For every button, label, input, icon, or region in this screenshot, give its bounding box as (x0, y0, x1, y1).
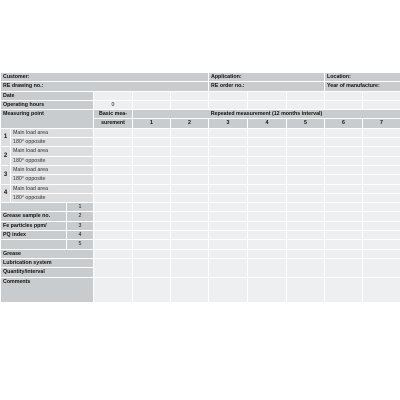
operating-hours-row (1, 100, 400, 109)
column-header-5: 5 (287, 119, 325, 128)
value-cell[interactable] (287, 212, 325, 221)
value-cell[interactable] (94, 277, 133, 302)
hours-cell-7[interactable] (363, 100, 400, 109)
value-cell[interactable] (325, 156, 363, 165)
measuring-point-number: 3 (1, 165, 11, 184)
date-cell-1[interactable] (133, 91, 171, 100)
value-cell[interactable] (94, 249, 133, 258)
value-cell[interactable] (171, 231, 209, 240)
value-cell[interactable] (94, 203, 133, 212)
column-header-7: 7 (363, 119, 400, 128)
value-cell[interactable] (209, 184, 248, 193)
value-cell[interactable] (209, 156, 248, 165)
date-cell-4[interactable] (248, 91, 287, 100)
value-cell[interactable] (363, 231, 400, 240)
value-cell[interactable] (363, 221, 400, 230)
measuring-point-1-main (1, 128, 400, 137)
value-cell[interactable] (209, 138, 248, 147)
value-cell[interactable] (94, 138, 133, 147)
customer-row (1, 73, 400, 82)
value-cell[interactable] (133, 147, 171, 156)
value-cell[interactable] (363, 240, 400, 249)
grease-sample-number: 2 (67, 212, 94, 221)
drawing-row (1, 82, 400, 91)
hours-cell-6[interactable] (325, 100, 363, 109)
value-cell[interactable] (287, 193, 325, 202)
hours-cell-5[interactable] (287, 100, 325, 109)
grease-sample-row-4 (1, 231, 400, 240)
value-cell[interactable] (363, 138, 400, 147)
measuring-point-3-main (1, 165, 400, 174)
customer-label: Customer: (1, 73, 209, 82)
value-cell[interactable] (287, 128, 325, 137)
value-cell[interactable] (209, 221, 248, 230)
basic-measurement-label-1: Basic mea- (94, 110, 133, 119)
value-cell[interactable] (171, 221, 209, 230)
value-cell[interactable] (94, 231, 133, 240)
date-label: Date (1, 91, 94, 100)
opposite-area-label: 180° opposite (11, 193, 94, 202)
inspection-sheet (0, 72, 400, 303)
value-cell[interactable] (325, 258, 363, 277)
grease-sample-row-5 (1, 240, 400, 249)
value-cell[interactable] (171, 128, 209, 137)
value-cell[interactable] (209, 212, 248, 221)
repeated-measurement-label: Repeated measurement (12 months interval) (133, 110, 400, 119)
value-cell[interactable] (171, 184, 209, 193)
value-cell[interactable] (94, 184, 133, 193)
value-cell[interactable] (325, 240, 363, 249)
value-cell[interactable] (133, 212, 171, 221)
value-cell[interactable] (287, 138, 325, 147)
measuring-point-2-main (1, 147, 400, 156)
value-cell[interactable] (209, 147, 248, 156)
value-cell[interactable] (133, 221, 171, 230)
value-cell[interactable] (133, 193, 171, 202)
value-cell[interactable] (325, 184, 363, 193)
value-cell[interactable] (287, 240, 325, 249)
comments-label: Comments (1, 277, 94, 302)
lubrication-label: Lubrication system (1, 258, 94, 267)
value-cell[interactable] (171, 147, 209, 156)
pq-index-label: PQ index (1, 231, 67, 240)
column-header-6: 6 (325, 119, 363, 128)
opposite-area-label: 180° opposite (11, 156, 94, 165)
value-cell[interactable] (248, 138, 287, 147)
value-cell[interactable] (363, 193, 400, 202)
value-cell[interactable] (363, 249, 400, 258)
opposite-area-label: 180° opposite (11, 138, 94, 147)
value-cell[interactable] (133, 128, 171, 137)
value-cell[interactable] (363, 175, 400, 184)
value-cell[interactable] (171, 212, 209, 221)
measuring-point-number: 4 (1, 184, 11, 203)
hours-cell-1[interactable] (133, 100, 171, 109)
order-no-label: RE order no.: (209, 82, 325, 91)
grease-sample-row-3 (1, 221, 400, 230)
value-cell[interactable] (171, 165, 209, 174)
value-cell[interactable] (248, 156, 287, 165)
value-cell[interactable] (133, 231, 171, 240)
value-cell[interactable] (248, 193, 287, 202)
grease-sample-number: 4 (67, 231, 94, 240)
grease-sample-row-2 (1, 212, 400, 221)
main-load-area-label: Main load area (11, 147, 94, 156)
value-cell[interactable] (133, 184, 171, 193)
value-cell[interactable] (133, 258, 171, 277)
main-load-area-label: Main load area (11, 128, 94, 137)
value-cell[interactable] (325, 231, 363, 240)
value-cell[interactable] (325, 203, 363, 212)
drawing-no-label: RE drawing no.: (1, 82, 209, 91)
value-cell[interactable] (94, 147, 133, 156)
grease-sample-spacer (1, 240, 67, 249)
value-cell[interactable] (363, 212, 400, 221)
value-cell[interactable] (248, 147, 287, 156)
hours-cell-4[interactable] (248, 100, 287, 109)
value-cell[interactable] (287, 231, 325, 240)
measuring-point-number: 1 (1, 128, 11, 147)
value-cell[interactable] (133, 165, 171, 174)
value-cell[interactable] (171, 277, 209, 302)
measuring-point-1-opposite (1, 138, 400, 147)
value-cell[interactable] (363, 277, 400, 302)
value-cell[interactable] (209, 128, 248, 137)
value-cell[interactable] (248, 221, 287, 230)
hours-cell-3[interactable] (209, 100, 248, 109)
value-cell[interactable] (133, 249, 171, 258)
value-cell[interactable] (248, 212, 287, 221)
value-cell[interactable] (133, 277, 171, 302)
value-cell[interactable] (94, 175, 133, 184)
date-cell-basic[interactable] (94, 91, 133, 100)
value-cell[interactable] (209, 231, 248, 240)
value-cell[interactable] (325, 147, 363, 156)
value-cell[interactable] (325, 249, 363, 258)
main-load-area-label: Main load area (11, 165, 94, 174)
application-label: Application: (209, 73, 325, 82)
operating-hours-label: Operating hours (1, 100, 94, 109)
grease-sample-row-1 (1, 203, 400, 212)
fe-particles-label: Fe particles ppm/ (1, 221, 67, 230)
date-cell-2[interactable] (171, 91, 209, 100)
value-cell[interactable] (325, 193, 363, 202)
value-cell[interactable] (248, 128, 287, 137)
value-cell[interactable] (171, 240, 209, 249)
grease-label: Grease (1, 249, 94, 258)
value-cell[interactable] (363, 156, 400, 165)
value-cell[interactable] (248, 277, 287, 302)
value-cell[interactable] (248, 231, 287, 240)
value-cell[interactable] (171, 156, 209, 165)
value-cell[interactable] (287, 277, 325, 302)
value-cell[interactable] (287, 156, 325, 165)
inspection-table (0, 72, 400, 303)
measuring-point-label: Measuring point (1, 110, 94, 129)
value-cell[interactable] (133, 175, 171, 184)
value-cell[interactable] (325, 165, 363, 174)
value-cell[interactable] (248, 184, 287, 193)
year-label: Year of manufacture: (325, 82, 400, 91)
grease-sample-number: 3 (67, 221, 94, 230)
value-cell[interactable] (363, 165, 400, 174)
value-cell[interactable] (94, 193, 133, 202)
value-cell[interactable] (171, 175, 209, 184)
value-cell[interactable] (287, 165, 325, 174)
value-cell[interactable] (325, 128, 363, 137)
value-cell[interactable] (209, 249, 248, 258)
value-cell[interactable] (209, 277, 248, 302)
value-cell[interactable] (363, 147, 400, 156)
comments-row (1, 277, 400, 302)
value-cell[interactable] (133, 156, 171, 165)
measuring-point-number: 2 (1, 147, 11, 166)
date-cell-5[interactable] (287, 91, 325, 100)
measuring-point-3-opposite (1, 175, 400, 184)
value-cell[interactable] (171, 203, 209, 212)
value-cell[interactable] (94, 156, 133, 165)
main-load-area-label: Main load area (11, 184, 94, 193)
value-cell[interactable] (133, 240, 171, 249)
value-cell[interactable] (133, 138, 171, 147)
value-cell[interactable] (171, 249, 209, 258)
value-cell[interactable] (209, 203, 248, 212)
value-cell[interactable] (209, 193, 248, 202)
grease-sample-number: 5 (67, 240, 94, 249)
value-cell[interactable] (363, 128, 400, 137)
grease-sample-number: 1 (67, 203, 94, 212)
grease-sample-label: Grease sample no. (1, 212, 67, 221)
value-cell[interactable] (248, 175, 287, 184)
value-cell[interactable] (363, 258, 400, 277)
value-cell[interactable] (325, 277, 363, 302)
date-cell-6[interactable] (325, 91, 363, 100)
grease-sample-spacer (1, 203, 67, 212)
opposite-area-label: 180° opposite (11, 175, 94, 184)
value-cell[interactable] (248, 203, 287, 212)
date-cell-3[interactable] (209, 91, 248, 100)
value-cell[interactable] (209, 175, 248, 184)
value-cell[interactable] (94, 128, 133, 137)
value-cell[interactable] (287, 258, 325, 277)
value-cell[interactable] (248, 249, 287, 258)
column-header-4: 4 (248, 119, 287, 128)
hours-cell-2[interactable] (171, 100, 209, 109)
value-cell[interactable] (209, 258, 248, 277)
value-cell[interactable] (94, 258, 133, 277)
value-cell[interactable] (287, 203, 325, 212)
column-header-3: 3 (209, 119, 248, 128)
value-cell[interactable] (325, 138, 363, 147)
value-cell[interactable] (171, 193, 209, 202)
value-cell[interactable] (287, 249, 325, 258)
value-cell[interactable] (248, 240, 287, 249)
measuring-point-4-opposite (1, 193, 400, 202)
value-cell[interactable] (287, 175, 325, 184)
quantity-label: Quantity/interval (1, 268, 94, 277)
value-cell[interactable] (325, 212, 363, 221)
value-cell[interactable] (133, 203, 171, 212)
date-cell-7[interactable] (363, 91, 400, 100)
value-cell[interactable] (94, 221, 133, 230)
value-cell[interactable] (325, 175, 363, 184)
value-cell[interactable] (171, 258, 209, 277)
date-row (1, 91, 400, 100)
grease-row (1, 249, 400, 258)
value-cell[interactable] (325, 221, 363, 230)
value-cell[interactable] (363, 184, 400, 193)
lubrication-row (1, 258, 400, 267)
value-cell[interactable] (287, 184, 325, 193)
measuring-point-2-opposite (1, 156, 400, 165)
value-cell[interactable] (171, 138, 209, 147)
basic-measurement-label-2: surement (94, 119, 133, 128)
value-cell[interactable] (287, 221, 325, 230)
column-header-2: 2 (171, 119, 209, 128)
value-cell[interactable] (94, 165, 133, 174)
location-label: Location: (325, 73, 400, 82)
value-cell[interactable] (248, 165, 287, 174)
measuring-point-header-row (1, 110, 400, 119)
measuring-point-4-main (1, 184, 400, 193)
value-cell[interactable] (209, 240, 248, 249)
value-cell[interactable] (94, 212, 133, 221)
value-cell[interactable] (287, 147, 325, 156)
value-cell[interactable] (248, 258, 287, 277)
value-cell[interactable] (94, 240, 133, 249)
value-cell[interactable] (209, 165, 248, 174)
value-cell[interactable] (363, 203, 400, 212)
column-header-1: 1 (133, 119, 171, 128)
operating-hours-basic[interactable]: 0 (94, 100, 133, 109)
